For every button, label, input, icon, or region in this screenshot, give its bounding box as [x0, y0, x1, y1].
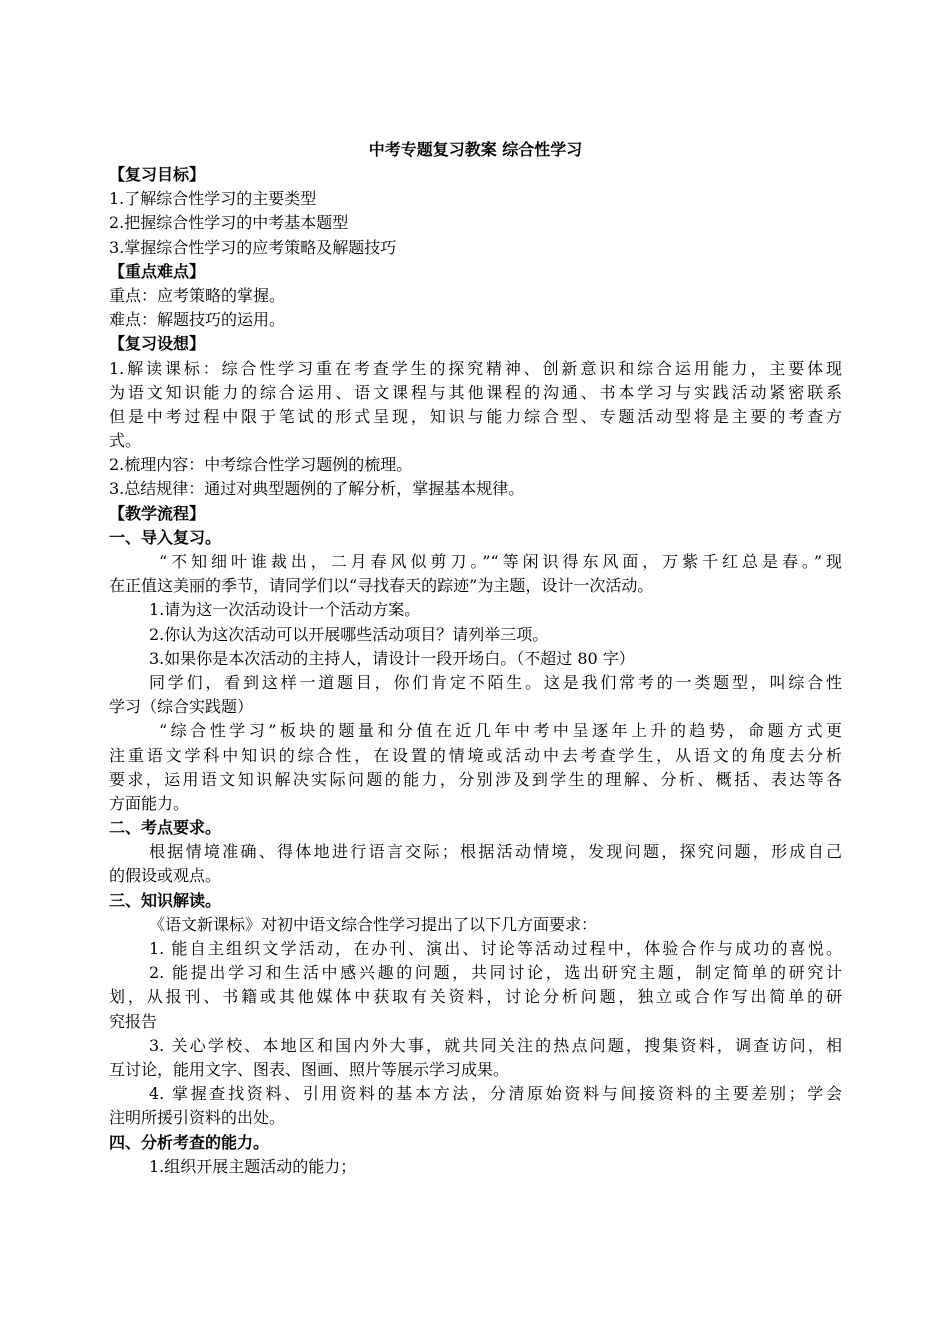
list-item: 3. 关心学校、本地区和国内外大事，就共同关注的热点问题，搜集资料，调查访问，相	[149, 1035, 842, 1055]
paragraph-line: 方面能力。	[109, 793, 190, 813]
list-item: 2.把握综合性学习的中考基本题型	[109, 213, 349, 233]
list-item: 1.组织开展主题活动的能力；	[149, 1156, 357, 1176]
paragraph-line: 3.总结规律：通过对典型题例的了解分析，掌握基本规律。	[109, 479, 525, 499]
paragraph-line: 互讨论，能用文字、图表、图画、照片等展示学习成果。	[109, 1059, 510, 1079]
list-item: 4. 掌握查找资料、引用资料的基本方法，分清原始资料与间接资料的主要差别；学会	[149, 1084, 842, 1104]
list-item: 3.如果你是本次活动的主持人，请设计一段开场白。（不超过 80 字）	[149, 648, 635, 668]
paragraph-line: “综合性学习”板块的题量和分值在近几年中考中呈逐年上升的趋势，命题方式更	[159, 721, 842, 741]
list-item: 2.你认为这次活动可以开展哪些活动项目？请列举三项。	[149, 624, 549, 644]
paragraph-line: 要求，运用语文知识解决实际问题的能力，分别涉及到学生的理解、分析、概括、表达等各	[109, 769, 842, 789]
list-item: 1. 能自主组织文学活动，在办刊、演出、讨论等活动过程中，体验合作与成功的喜悦。	[149, 939, 842, 958]
paragraph-line: 为语文知识能力的综合运用、语文课程与其他课程的沟通、书本学习与实践活动紧密联系	[109, 382, 842, 402]
list-item: 1.请为这一次活动设计一个活动方案。	[149, 600, 421, 620]
section-heading: 【复习目标】	[109, 165, 206, 184]
paragraph-line: 式。	[109, 431, 142, 451]
section-heading: 【教学流程】	[109, 503, 206, 523]
list-item: 2. 能提出学习和生活中感兴趣的问题，共同讨论，选出研究主题，制定简单的研究计	[149, 963, 842, 983]
subsection-heading: 一、导入复习。	[109, 527, 222, 547]
subsection-heading: 三、知识解读。	[109, 890, 222, 910]
paragraph-line: 但是中考过程中限于笔试的形式呈现，知识与能力综合型、专题活动型将是主要的考查方	[109, 406, 842, 426]
paragraph-line: 在正值这美丽的季节，请同学们以“寻找春天的踪迹”为主题，设计一次活动。	[109, 576, 654, 596]
section-heading: 【重点难点】	[109, 261, 206, 281]
paragraph-line: 1.解读课标：综合性学习重在考查学生的探究精神、创新意识和综合运用能力，主要体现	[109, 358, 842, 378]
paragraph-line: 《语文新课标》对初中语文综合性学习提出了以下几方面要求：	[149, 914, 598, 934]
paragraph-line: 重点：应考策略的掌握。	[109, 285, 286, 305]
paragraph-line: 同学们，看到这样一道题目，你们肯定不陌生。这是我们常考的一类题型，叫综合性	[149, 672, 842, 692]
list-item: 3.掌握综合性学习的应考策略及解题技巧	[109, 237, 397, 257]
paragraph-line: 难点：解题技巧的运用。	[109, 310, 286, 330]
paragraph-line: 的假设或观点。	[109, 866, 222, 886]
paragraph-line: 划，从报刊、书籍或其他媒体中获取有关资料，讨论分析问题，独立或合作写出简单的研	[109, 987, 842, 1007]
subsection-heading: 四、分析考查的能力。	[109, 1132, 270, 1152]
paragraph-line: 2.梳理内容：中考综合性学习题例的梳理。	[109, 455, 413, 475]
paragraph-line: 注重语文学科中知识的综合性，在设置的情境或活动中去考查学生，从语文的角度去分析	[109, 745, 842, 765]
paragraph-line: 注明所援引资料的出处。	[109, 1108, 286, 1128]
paragraph-line: “不知细叶谁裁出，二月春风似剪刀。”“等闲识得东风面，万紫千红总是春。”现	[159, 552, 842, 571]
paragraph-line: 学习（综合实践题）	[109, 697, 254, 717]
section-heading: 【复习设想】	[109, 334, 206, 354]
subsection-heading: 二、考点要求。	[109, 818, 222, 838]
paragraph-line: 究报告	[109, 1011, 158, 1031]
list-item: 1.了解综合性学习的主要类型	[109, 189, 317, 209]
document-page	[109, 136, 842, 1179]
document-title: 中考专题复习教案 综合性学习	[368, 140, 583, 159]
paragraph-line: 根据情境准确、得体地进行语言交际；根据活动情境，发现问题，探究问题，形成自己	[149, 842, 842, 862]
